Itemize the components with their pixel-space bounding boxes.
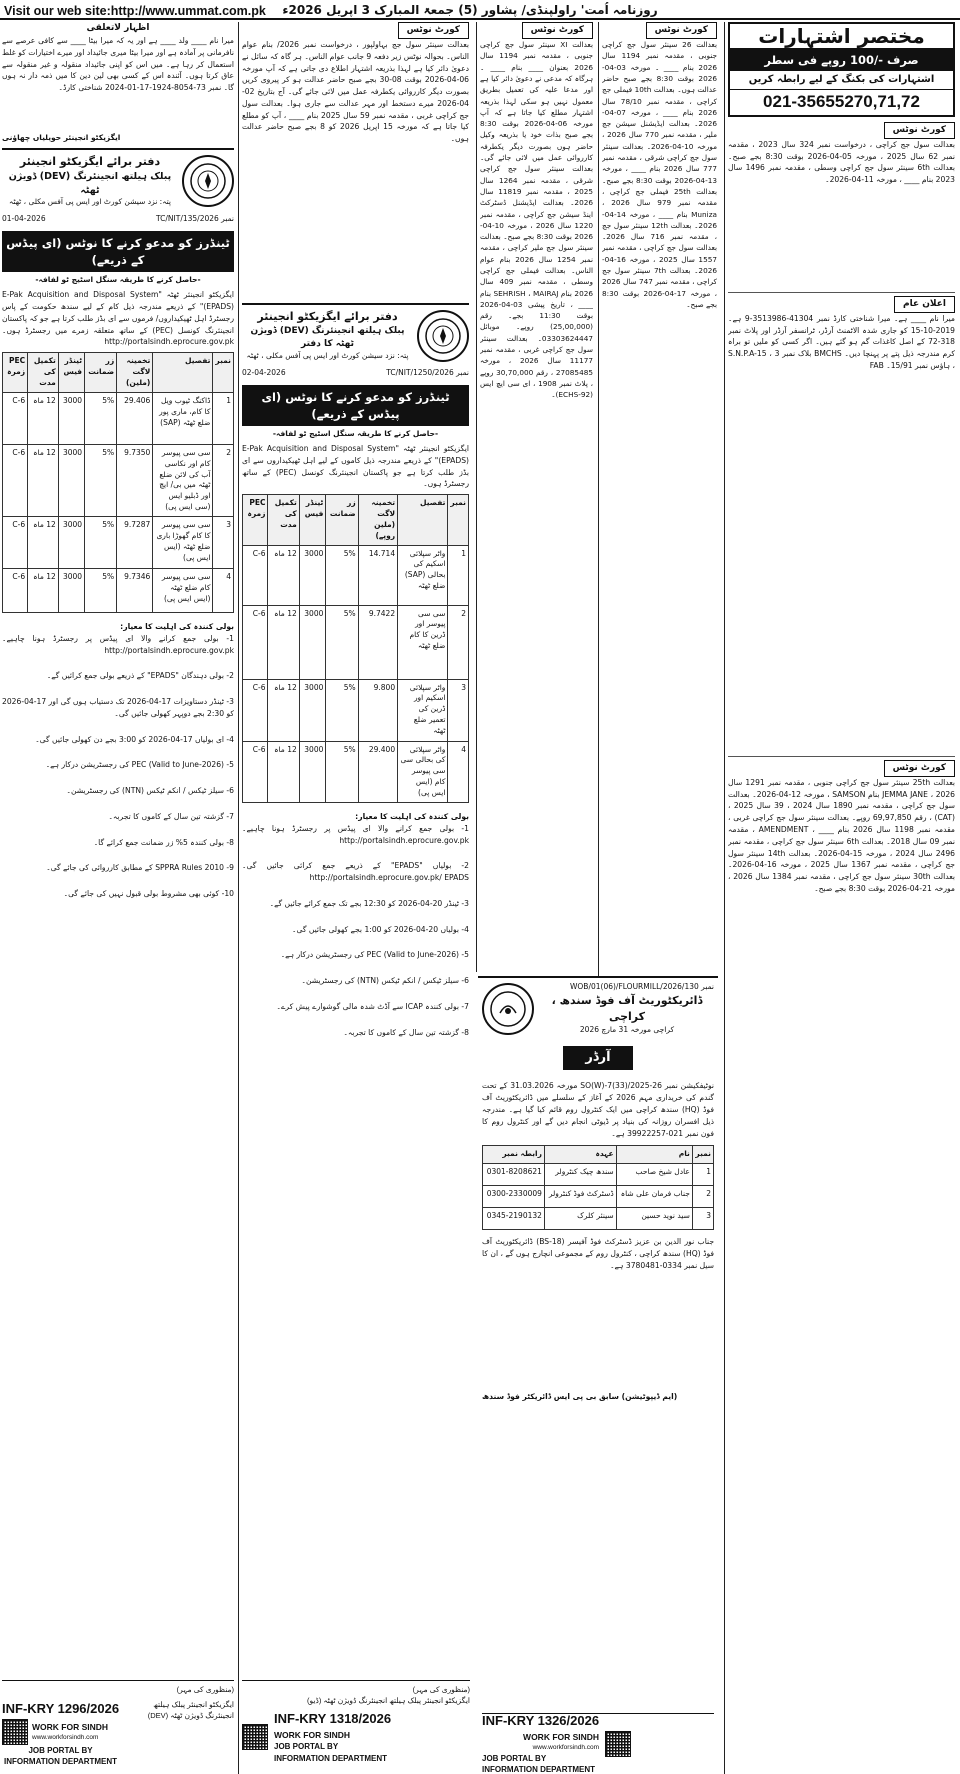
tender-banner: ٹینڈرز کو مدعو کرنے کا نوٹس (ای پیڈس کے ذریعے): [2, 231, 234, 272]
court-notice-body: بعدالت 25th سینئر سول جج کراچی جنوبی ، مقدمہ نمبر 1291 سال 2026 ، JEMMA JANE بنام SAMSON ، مورخہ 12-04-2026۔ بعدالت سول جج کراچی ، مقدمہ نمبر 1890 سال 2024 ، 39 سال 2025 ، (CAT) ، رقم 69,97,850 روپے۔ بعدالت سینئر سول جج کراچی غربی ، مقدمہ نمبر 1198 سال 2026 بنام ____ ، AMENDMENT ، مقدمہ نمبر 09 سال 2018۔ بعدالت 6th سینئر سول جج کراچی ، مقدمہ نمبر 2496 سال 2024 ، مورخہ 15-04-2026۔ بعدالت 14th سینئر سول جج کراچی ، مقدمہ نمبر 1367 سال 2025 ، مورخہ 16-04-2026۔ بعدالت 30th سینئر سول جج کراچی ، مقدمہ نمبر 1384 سال 2026 ، مورخہ 21-04-2026 بوقت 8:30 بجے صبح۔: [728, 777, 955, 893]
tender-date: 01-04-2026: [2, 214, 46, 224]
table-row: [3, 444, 234, 516]
table-row: [243, 545, 469, 605]
cell: 29.400: [358, 741, 397, 802]
order-label: آرڈر: [563, 1046, 632, 1071]
condition-item: 1- بولی جمع کرانے والا ای پیڈس پر رجسٹرڈ ہونا چاہیے۔ http://portalsindh.eprocure.gov.pk: [2, 633, 234, 655]
tender-intro: ایگزیکٹو انجینئر ٹھٹہ "E-Pak Acquisition and Disposal System (EPADS)" کے ذریعے مندرجہ ذیل کاموں کے لیے اہل ٹھیکیداروں سے ای بڈز طلب کرتا ہے جو پاکستان انجینئرنگ کونسل (PEC) کے ساتھ رجسٹرڈ ہوں۔: [242, 444, 470, 489]
condition-item: 8- گزشتہ تین سال کے کاموں کا تجربہ۔: [343, 1027, 469, 1037]
classified-rate: صرف -/100 روپے فی سطر: [730, 50, 953, 71]
col-header: تکمیل کی مدت: [28, 353, 59, 393]
cell: 12 ماہ: [268, 605, 299, 679]
court-notice-label: کورٹ نوٹس: [884, 760, 955, 777]
food-body: نوٹیفکیشن نمبر SO(W)-7(33)/2025-26 مورخہ 31.03.2026 کے تحت گندم کی خریداری مہم 2026 کے آغاز کے سلسلے میں ڈائریکٹوریٹ آف فوڈ (HQ) سندھ کراچی میں ایک کنٹرول روم قائم کیا گیا ہے۔ مندرجہ ذیل افسران روزانہ کی بنیاد پر ڈیوٹی انجام دیں گے اور کنٹرول روم کا فون نمبر 021-39922257 ہے۔: [482, 1081, 714, 1138]
cell: واٹر سپلائی کی بحالی سی سی پیوسر کام (ایس ایس پی): [398, 741, 448, 802]
cell: 29.406: [117, 392, 153, 444]
cell: 3: [448, 679, 469, 741]
cell: 5%: [85, 517, 117, 569]
cell: 5%: [85, 392, 117, 444]
cell: C-6: [3, 517, 28, 569]
cell: 3000: [58, 392, 84, 444]
condition-item: 5- PEC (Valid to June-2026) کی رجسٹریشن درکار ہے۔: [45, 760, 234, 770]
cell: C-6: [3, 392, 28, 444]
notice-title: اظہار لاتعلقی: [86, 23, 150, 33]
table-row: [483, 1186, 714, 1208]
cell: سی سی پیوسر کام ضلع ٹھٹہ (ایس ایس پی): [153, 569, 213, 613]
work-for-sindh-url[interactable]: www.workforsindh.com: [32, 1734, 99, 1742]
table-row: [483, 1208, 714, 1230]
condition-item: 3- ٹینڈر دستاویزات 17-04-2026 تک دستیاب ہوں گی اور 17-04-2026 کو 2:30 بجے دوپہر کھولی جائیں گی۔: [2, 697, 234, 718]
cell: سید نوید حسین: [616, 1208, 692, 1230]
cell: 12 ماہ: [268, 679, 299, 741]
cell: 12 ماہ: [28, 392, 59, 444]
tender-table: [2, 352, 234, 613]
cell: 5%: [326, 545, 358, 605]
work-for-sindh-logo: WORK FOR SINDH: [523, 1731, 600, 1742]
food-date: کراچی مورخہ 31 مارچ 2026: [579, 1024, 675, 1034]
cell: 3000: [299, 679, 326, 741]
cell: ڈسٹرکٹ فوڈ کنٹرولر: [544, 1186, 616, 1208]
cell: 3000: [299, 605, 326, 679]
condition-item: 5- PEC (Valid to June-2026) کی رجسٹریشن درکار ہے۔: [280, 950, 469, 960]
cell: 14.714: [358, 545, 397, 605]
court-notice-body: بعدالت 26 سینئر سول جج کراچی جنوبی ، مقدمہ نمبر 1194 سال 2026 بنام ____ ۔ مورخہ 03-04-2026 بوقت 8:30 بجے صبح حاضر عدالت ہوں۔ بعدالت 10th فیملی جج کراچی ، مقدمہ نمبر 78/10 سال 2026 بنام ____ ، مورخہ 07-04-2026۔ بعدالت ایڈیشنل سیشن جج ملیر ، مقدمہ نمبر 770 سال 2026 ، مورخہ 10-04-2026۔ بعدالت سینئر سول جج کراچی شرقی ، مقدمہ نمبر 777 سال 2026 بنام ____ ، مورخہ 13-04-2026 بوقت 8:30 بجے صبح۔ بعدالت 25th فیملی جج کراچی ، مقدمہ نمبر 979 سال 2026 ، Muniza بنام ____ ، مورخہ 14-04-2026۔ بعدالت 12th سینئر سول جج ، مقدمہ نمبر 716 سال 2026۔ بعدالت سول جج کراچی ، مقدمہ نمبر 1557 سال 2025 ، مورخہ 16-04-2026۔ بعدالت 7th سینئر سول جج کراچی ، مقدمہ نمبر 747 سال 2026 ، مورخہ 17-04-2026 بوقت 8:30 بجے صبح۔: [602, 40, 717, 309]
table-row: [243, 605, 469, 679]
announcement-label: اعلان عام: [894, 296, 955, 313]
table-row: [3, 517, 234, 569]
cell: 5%: [326, 679, 358, 741]
tender-signoff: ایگزیکٹو انجینئر پبلک ہیلتھ انجینئرنگ ڈویژن ٹھٹہ (DEV): [147, 1699, 234, 1720]
court-notice-body: بعدالت سینئر سول جج بہاولپور ، درخواست نمبر 2026/ بنام عوام الناس۔ بحوالہ نوٹس زیر دفعہ 9 جانب عوام الناس۔ ہر گاہ کہ سائل نے دعویٰ دائر کیا ہے لہذا بذریعہ اشتہار اطلاع دی جاتی ہے کہ آپ مورخہ 06-04-2026 بوقت 08-30 بجے صبح حاضر عدالت ہو کر پیروی کریں بصورت دیگر کارروائی یکطرفہ عمل میں لائی جائے گی۔ آج بتاریخ 02-04-2026 میرے دستخط اور مہر عدالت سے جاری ہوا۔ بعدالت سول جج کراچی غربی ، مقدمہ نمبر 59 سال 2025 بنام ____ ، آپ کو مطلع کیا جاتا ہے کہ مورخہ 15 اپریل 2026 کو 8 بجے صبح حاضر عدالت ہوں۔: [242, 40, 469, 144]
condition-item: 2- بولی دہندگان "EPADS" کے ذریعے بولی جمع کرائیں گے۔: [46, 671, 234, 681]
cell: واٹر سپلائی اسکیم کی بحالی (SAP) ضلع ٹھٹہ: [398, 545, 448, 605]
food-ref: نمبر WOB/01(06)/FLOURMILL/2026/130: [569, 982, 714, 991]
col-header: PEC زمرہ: [243, 495, 268, 546]
col-header: تفصیل: [153, 353, 213, 393]
tender-banner: ٹینڈرز کو مدعو کرنے کا نوٹس (ای پیڈس کے ذریعے): [242, 385, 469, 426]
food-signoff: (ایم ڈیپوٹیشن) سابق بی پی ایس ڈائریکٹر فوڈ سندھ: [482, 1392, 678, 1402]
job-portal-label: JOB PORTAL BY: [274, 1741, 339, 1751]
cell: 9.7350: [117, 444, 153, 516]
job-portal-label: JOB PORTAL BY: [482, 1753, 547, 1763]
classified-booking: اشتہارات کی بکنگ کے لیے رابطہ کریں: [748, 73, 935, 85]
tender-ref-row: [242, 368, 469, 379]
cell: سی سی پیوسر کام اور نکاسی آب کی لائن ضلع ٹھٹہ میں بی/ ایچ اور ڈبلیو ایس (سی ایس پی): [153, 444, 213, 516]
info-dept-label: INFORMATION DEPARTMENT: [274, 1753, 388, 1763]
tender-ref: نمبر TC/NIT/135/2026: [156, 214, 234, 224]
col-header: نمبر: [448, 495, 469, 546]
inf-number: INF-KRY 1296/2026: [2, 1700, 120, 1716]
cell: 3000: [299, 545, 326, 605]
cell: واٹر سپلائی اسکیم اور ڈرین کی تعمیر ضلع ٹھٹہ: [398, 679, 448, 741]
work-for-sindh-logo: WORK FOR SINDH: [32, 1721, 109, 1732]
col-header: تکمیل کی مدت: [268, 495, 299, 546]
court-notice-label: کورٹ نوٹس: [646, 22, 717, 39]
classified-ad: [728, 22, 955, 117]
col-header: ٹینڈر فیس: [299, 495, 326, 546]
table-row: [483, 1164, 714, 1186]
stamp-label: (منظوری کی مہر): [412, 1685, 470, 1694]
cell: 2: [692, 1186, 713, 1208]
tender-address: پتہ: نزد سیشن کورٹ اور ایس پی آفس مکلی ، ٹھٹہ: [246, 351, 409, 361]
cell: ڈاکنگ ٹیوب ویل کا کام، ماری پور ضلع ٹھٹہ (SAP): [153, 392, 213, 444]
col-header: نمبر: [213, 353, 234, 393]
cell: 9.800: [358, 679, 397, 741]
col-header: تخمینہ لاگت (ملین): [117, 353, 153, 393]
tender-ref: نمبر TC/NIT/1250/2026: [386, 367, 469, 377]
cell: 3000: [299, 741, 326, 802]
cell: 1: [448, 545, 469, 605]
col-header: زر ضمانت: [326, 495, 358, 546]
cell: 9.7422: [358, 605, 397, 679]
tender-table: [242, 494, 469, 803]
column-tender-left: [2, 22, 234, 1774]
inf-number: INF-KRY 1326/2026: [482, 1713, 600, 1729]
cell: 12 ماہ: [28, 517, 59, 569]
cell: 3000: [58, 517, 84, 569]
col-header: نمبر: [692, 1146, 713, 1164]
food-table: [482, 1145, 714, 1230]
qr-code-icon: [2, 1719, 28, 1745]
condition-item: بولی کنندہ کی اہلیت کا معیار:: [120, 622, 234, 632]
cell: 2: [448, 605, 469, 679]
site-url[interactable]: Visit our web site:http://www.ummat.com.pk: [4, 4, 266, 18]
cell: 0301-8208621: [483, 1164, 545, 1186]
tender-department: پبلک ہیلتھ انجینئرنگ (DEV) ڈویژن ٹھٹہ: [8, 170, 172, 196]
condition-item: 2- بولیاں "EPADS" کے ذریعے جمع کرائی جائیں گی۔ http://portalsindh.eprocure.gov.pk/ EPADS: [242, 861, 470, 883]
cell: C-6: [243, 741, 268, 802]
column-court-3: [476, 22, 596, 972]
table-row: [243, 679, 469, 741]
divider: [728, 292, 955, 293]
col-header: تفصیل: [398, 495, 448, 546]
info-dept-label: INFORMATION DEPARTMENT: [4, 1757, 118, 1767]
sindh-govt-seal-icon: [182, 155, 234, 207]
cell: 3000: [58, 569, 84, 613]
qr-code-icon: [242, 1724, 268, 1750]
inf-number: INF-KRY 1318/2026: [274, 1710, 392, 1726]
qr-code-icon: [605, 1731, 631, 1757]
condition-item: 4- ای بولیاں 17-04-2026 کو 3:00 بجے دن کھولی جائیں گی۔: [35, 734, 234, 744]
cell: 12 ماہ: [268, 741, 299, 802]
cell: 12 ماہ: [268, 545, 299, 605]
column-classified: [724, 22, 958, 1774]
tender-office: دفتر برائے ایگزیکٹو انجینئر: [19, 154, 161, 168]
cell: 5%: [85, 569, 117, 613]
cell: سینئر کلرک: [544, 1208, 616, 1230]
cell: سی سی پیوسر کا کام گھوڑا باری ضلع ٹھٹہ (ایس ایس پی): [153, 517, 213, 569]
cell: 12 ماہ: [28, 444, 59, 516]
stamp-label: (منظوری کی مہر): [176, 1685, 234, 1694]
condition-item: 7- بولی کنندہ ICAP سے آڈٹ شدہ مالی گوشوارے پیش کرے۔: [276, 1001, 469, 1011]
col-header: عہدہ: [544, 1146, 616, 1164]
condition-item: 1- بولی جمع کرانے والا ای پیڈس پر رجسٹرڈ ہونا چاہیے۔ http://portalsindh.eprocure.gov.pk: [242, 823, 469, 845]
cell: عادل شیخ صاحب: [616, 1164, 692, 1186]
cell: 4: [448, 741, 469, 802]
tender-address: پتہ: نزد سیشن کورٹ اور ایس پی آفس مکلی ، ٹھٹہ: [9, 197, 171, 207]
divider: [242, 303, 469, 305]
cell: 9.7346: [117, 569, 153, 613]
cell: 5%: [326, 605, 358, 679]
cell: 0300-2330009: [483, 1186, 545, 1208]
tender-subtitle: -حاصل کرنے کا طریقہ سنگل اسٹیج ٹو لفافہ-: [35, 275, 201, 285]
court-notice-label: کورٹ نوٹس: [522, 22, 593, 39]
table-row: [3, 392, 234, 444]
col-header: نام: [616, 1146, 692, 1164]
cell: C-6: [3, 444, 28, 516]
tender-left-footer: [2, 1680, 234, 1774]
table-row: [243, 741, 469, 802]
masthead-rule: [0, 18, 960, 20]
condition-item: 3- ٹینڈر 20-04-2026 کو 12:30 بجے تک جمع کرائے جائیں گے۔: [269, 898, 469, 908]
condition-item: 6- سیلز ٹیکس / انکم ٹیکس (NTN) کی رجسٹریشن۔: [66, 786, 234, 796]
court-notice-body: بعدالت سول جج کراچی ، درخواست نمبر 324 سال 2023 ، مقدمہ نمبر 62 سال 2025 ، مورخہ 05-04-2026 بوقت 8:30 بجے صبح۔ بعدالت 6th سینئر سول جج کراچی وسطی ، مقدمہ نمبر 1496 سال 2023 بنام ____ ، مورخہ 11-04-2026۔: [728, 139, 955, 185]
sindh-govt-seal-icon: [417, 310, 469, 362]
cell: 3000: [58, 444, 84, 516]
court-notice-body: بعدالت XI سینئر سول جج کراچی جنوبی ، مقدمہ نمبر 1194 سال 2026 بعنوان ____ بنام ____ ۔ ہرگاہ کہ مدعی نے دعویٰ دائر کیا ہے اور مدعا علیہ کی تعمیل بطریق معمول نہیں ہو سکی لہذا بذریعہ اشتہار مطلع کیا جاتا ہے کہ آپ مورخہ 06-04-2026 بوقت 8:30 بجے صبح بذات خود یا بذریعہ وکیل حاضر ہوں بصورت دیگر یکطرفہ کارروائی عمل میں لائی جائے گی۔ بعدالت سینئر سول جج کراچی شرقی ، مقدمہ نمبر 1264 سال 2025 ، مقدمہ نمبر 11819 سال 2026۔ بعدالت ایڈیشنل ڈسٹرکٹ اینڈ سیشن جج کراچی ، مقدمہ نمبر 1220 سال 2026 ، مورخہ 10-04-2026 بوقت 8:30 بجے صبح۔ بعدالت سینئر سول جج ملیر کراچی ، مقدمہ نمبر 1254 سال 2026 بنام عوام الناس۔ بعدالت فیملی جج کراچی وسطی ، مقدمہ نمبر 409 سال 2026 بنام SEHRISH ، MAIRAJ بنام ____ ، تاریخ پیشی 03-04-2026 بوقت 11:30 بجے۔ رقم (25,00,000) روپے۔ موبائل 03303624447۔ بعدالت سینئر سول جج کراچی غربی ، مقدمہ نمبر 11177 سال 2026 ، مورخہ 27085485 ، رقم 30,70,000 روپے ، پلاٹ نمبر 1908 ، ای سی ایچ ایس (ECHS-92)۔: [480, 40, 593, 400]
condition-item: 7- گزشتہ تین سال کے کاموں کا تجربہ۔: [108, 811, 234, 821]
col-header: ٹینڈر فیس: [58, 353, 84, 393]
cell: C-6: [3, 569, 28, 613]
cell: جناب فرمان علی شاہ: [616, 1186, 692, 1208]
cell: 2: [213, 444, 234, 516]
announcement-body: میرا نام ____ ہے۔ میرا شناختی کارڈ نمبر 41304-3513986-9 ہے۔ 2019-10-15 کو جاری شدہ الاٹمنٹ آرڈر، ٹرانسفر آرڈر اور پلاٹ نمبر 318-72 کے اصل کاغذات گم ہو گئے ہیں۔ اگر کسی کو ملیں تو براہ کرم مندرجہ ذیل پتے پر پہنچا دیں۔ BMCHS بلاک نمبر 3 ، S.N.P.A-15 ، ہاؤس نمبر 15/91۔ FAB: [728, 313, 955, 370]
tender-subtitle: -حاصل کرنے کا طریقہ سنگل اسٹیج ٹو لفافہ-: [272, 429, 439, 439]
tender-department: پبلک ہیلتھ انجینئرنگ (DEV) ڈویژن ٹھٹہ کا دفتر: [250, 325, 405, 350]
food-closing: جناب نور الدین بن عزیز ڈسٹرکٹ فوڈ آفیسر (BS-18) ڈائریکٹوریٹ آف فوڈ (HQ) سندھ کراچی ، کنٹرول روم کے مجموعی انچارج ہوں گے ، ان کا سیل نمبر 0334-3780481 ہے۔: [482, 1237, 715, 1270]
cell: 9.7287: [117, 517, 153, 569]
condition-item: 4- بولیاں 20-04-2026 کو 1:00 بجے کھولی جائیں گی۔: [292, 924, 469, 934]
cell: 4: [213, 569, 234, 613]
classified-title: مختصر اشتہارات: [730, 24, 953, 50]
tender-header: [2, 154, 234, 208]
work-for-sindh-url[interactable]: www.workforsindh.com: [532, 1744, 600, 1752]
tender-mid-footer: [242, 1680, 470, 1774]
col-header: رابطہ نمبر: [483, 1146, 545, 1164]
cell: سندھ چیک کنٹرولر: [544, 1164, 616, 1186]
cell: C-6: [243, 679, 268, 741]
cell: 0345-2190132: [483, 1208, 545, 1230]
cell: سی سی پیوسر اور ڈرین کا کام ضلع ٹھٹہ: [398, 605, 448, 679]
food-footer: [482, 1713, 714, 1774]
cell: 5%: [85, 444, 117, 516]
column-tender-mid: [238, 22, 472, 1774]
col-header: زر ضمانت: [85, 353, 117, 393]
notice-signoff: ایگزیکٹو انجینئر حویلیاں چھاؤنی: [2, 133, 121, 143]
condition-item: 10- کوئی بھی مشروط بولی قبول نہیں کی جائے گی۔: [63, 889, 234, 899]
food-notice: [478, 976, 718, 1774]
cell: C-6: [243, 545, 268, 605]
col-header: تخمینہ لاگت (ملین روپے): [358, 495, 397, 546]
table-row: [3, 569, 234, 613]
job-portal-label: JOB PORTAL BY: [28, 1745, 93, 1755]
food-dept-seal-icon: [482, 983, 534, 1035]
cell: 5%: [326, 741, 358, 802]
info-dept-label: INFORMATION DEPARTMENT: [482, 1765, 596, 1774]
tender-date: 02-04-2026: [242, 367, 286, 377]
tender-signoff: ایگزیکٹو انجینئر پبلک ہیلتھ انجینئرنگ ڈویژن ٹھٹہ (ڈیو): [307, 1695, 470, 1705]
tender-office: دفتر برائے ایگزیکٹو انجینئر: [257, 310, 398, 324]
tender-conditions: [2, 621, 234, 900]
notice-body: میرا نام ____ ولد ____ ہے اور یہ کہ میرا بیٹا ____ سے کافی عرصے سے نافرمانی پر آمادہ ہے اور میرا بیٹا میری جائیداد اور میرے اختیارات کو غلط استعمال کر رہا ہے۔ میں اس کو اپنی جائیداد منقولہ و غیر منقولہ سے عاق کرتا ہوں۔ آئندہ اس کے کسی بھی لین دین کا میں ذمہ دار نہ ہوں گا۔ نمبر 73-8054-1924-17-01-2024 شناختی کارڈ۔: [2, 36, 234, 93]
food-office: ڈائریکٹوریٹ آف فوڈ سندھ ، کراچی: [551, 993, 703, 1023]
cell: 12 ماہ: [28, 569, 59, 613]
condition-item: 6- سیلز ٹیکس / انکم ٹیکس (NTN) کی رجسٹریشن۔: [301, 976, 469, 986]
col-header: PEC زمرہ: [3, 353, 28, 393]
condition-item: 8- بولی کنندہ 5% زر ضمانت جمع کرائے گا۔: [93, 837, 234, 847]
classified-phone[interactable]: 021-35655270,71,72: [730, 89, 953, 115]
cell: C-6: [243, 605, 268, 679]
tender-conditions: [242, 811, 469, 1038]
tender-header: [242, 309, 469, 362]
masthead: روزنامہ اُمت' راولپنڈی/ پشاور (5) جمعۃ المبارک 3 اپریل 2026ء: [282, 3, 658, 17]
cell: 1: [692, 1164, 713, 1186]
divider: [2, 148, 234, 150]
condition-item: بولی کنندہ کی اہلیت کا معیار:: [355, 811, 469, 821]
tender-ref-row: [2, 214, 234, 225]
cell: 1: [213, 392, 234, 444]
cell: 3: [692, 1208, 713, 1230]
tender-intro: ایگزیکٹو انجینئر ٹھٹہ "E-Pak Acquisition and Disposal System (EPADS)" کے ذریعے مندرجہ ذیل کام کے لیے سندھ حکومت کے پاس رجسٹرڈ اہل ٹھیکیداروں/ فرموں سے ای بڈز طلب کرتا ہے جو کہ پاکستان انجینئرنگ کونسل (PEC) کے ساتھ متعلقہ زمرے میں رجسٹرڈ ہوں۔ http://portalsindh.eprocure.gov.pk: [2, 290, 234, 347]
condition-item: 9- SPPRA Rules 2010 کے مطابق کارروائی کی جائے گی۔: [46, 863, 234, 873]
cell: 3: [213, 517, 234, 569]
work-for-sindh-logo: WORK FOR SINDH: [274, 1729, 351, 1740]
court-notice-label: کورٹ نوٹس: [884, 122, 955, 139]
divider: [728, 756, 955, 757]
court-notice-label: کورٹ نوٹس: [398, 22, 469, 39]
